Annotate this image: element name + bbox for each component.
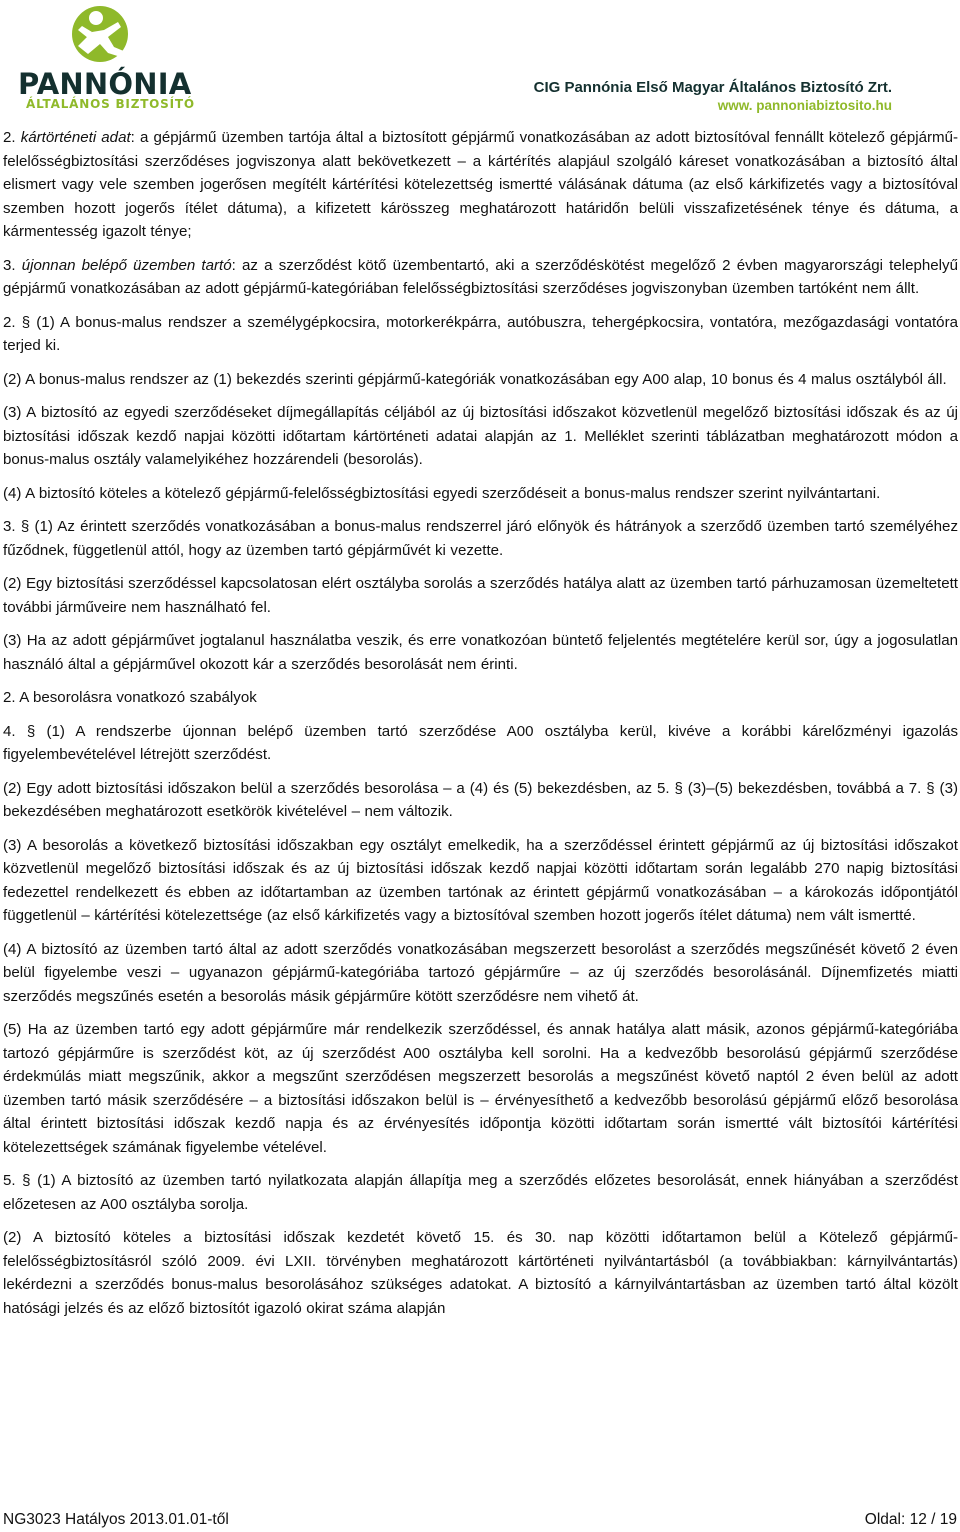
paragraph (3, 254, 958, 301)
paragraph-number: 2. (3, 129, 21, 146)
page-footer (3, 1510, 957, 1530)
paragraph: (3) Ha az adott gépjárművet jogtalanul használatba veszik, és erre vonatkozóan büntető feljelentés megtételére kerül sor, úgy a jogosulatlan használó által a gépjárművel okozott kár a szerződés besorolását nem érinti. (3, 632, 958, 673)
page-header (0, 0, 960, 120)
brand-name: PANNÓNIA (18, 67, 192, 101)
paragraph: (4) A biztosító köteles a kötelező gépjármű-felelősségbiztosítási egyedi szerződéseit a bonus-malus rendszer szerint nyilvántartani. (3, 484, 881, 502)
paragraph: (2) Egy adott biztosítási időszakon belül a szerződés besorolása – a (4) és (5) bekezdésben, az 5. § (3)–(5) bekezdésben, továbbá a 7. § (3) bekezdésében meghatározott esetkörök kivételével – nem változik. (3, 779, 958, 820)
paragraph: (2) A biztosító köteles a biztosítási időszak kezdetét követő 15. és 30. nap közötti időtartamon belül a Kötelező gépjármű-felelősségbiztosításról szóló 2009. évi LXII. törvényben meghatározott kártörténeti nyilvántartásból (a továbbiakban: kárnyilvántartás) lekérdezni a szerződés bonus-malus besorolásához szükséges adatokat. A biztosító a kárnyilvántartásban az üzemben tartó által közölt hatósági jelzés és az előző biztosítót igazoló okirat száma alapján (3, 1229, 958, 1317)
paragraph: (2) A bonus-malus rendszer az (1) bekezdés szerinti gépjármű-kategóriák vonatkozásában egy A00 alap, 10 bonus és 4 malus osztályból áll. (3, 370, 947, 388)
paragraph-text: : a gépjármű üzemben tartója által a biztosított gépjármű vonatkozásában az adott biztosítóval fennállt kötelező gépjármű-felelősségbiztosítási szerződéses jogviszonya alatt bekövetkezett – a kártérítés alapjául szolgáló káreset vonatkozásában a biztosító által elismert vagy vele szemben jogerősen megítélt kártérítési kötelezettség ismertté válásának dátuma (az első kárkifizetés vagy a biztosítóval szemben hozott jogerős ítélet dátuma), a kifizetett kárösszeg meghatározott határidőn belüli visszafizetésének ténye és dátuma, a kármentesség igazolt ténye; (3, 129, 958, 240)
defined-term: újonnan belépő üzemben tartó (21, 256, 232, 274)
paragraph-number: 3. (3, 256, 22, 274)
company-name: CIG Pannónia Első Magyar Általános Biztosító Zrt. (533, 79, 892, 96)
company-logo (8, 2, 208, 112)
brand-subtitle: ÁLTALÁNOS BIZTOSÍTÓ (26, 97, 195, 111)
paragraph: (3) A biztosító az egyedi szerződéseket díjmegállapítás céljából az új biztosítási időszakot közvetlenül megelőző biztosítási időszak és az új biztosítási időszak kezdő napjai közötti időtartam kártörténeti adatai alapján az 1. Melléklet szerinti táblázatban meghatározott módon a bonus-malus osztály valamelyikéhez hozzárendeli (besorolás). (3, 404, 958, 468)
paragraph: (4) A biztosító az üzemben tartó által az adott szerződés vonatkozásában megszerzett besorolást a szerződés megszűnését követő 2 éven belül figyelembe veszi – ugyanazon gépjármű-kategóriába tartozó gépjárműre – az új szerződés besorolásánál. Díjnemfizetés miatti szerződés megszűnés esetén a besorolás másik gépjárműre kötött szerződésre nem vihető át. (3, 940, 958, 1005)
defined-term: kártörténeti adat (20, 129, 131, 146)
website-link[interactable]: www. pannoniabiztosito.hu (717, 98, 892, 113)
paragraph: 2. § (1) A bonus-malus rendszer a személygépkocsira, motorkerékpárra, autóbuszra, tehergépkocsira, vontatóra, mezőgazdasági vontatóra terjed ki. (3, 313, 958, 354)
section-heading: 2. A besorolásra vonatkozó szabályok (3, 689, 257, 706)
running-figure-logo-icon (8, 2, 208, 72)
paragraph: 4. § (1) A rendszerbe újonnan belépő üzemben tartó szerződése A00 osztályba kerül, kivéve a korábbi kárelőzményi igazolás figyelembevételével létrejött szerződést. (3, 722, 958, 763)
paragraph: 5. § (1) A biztosító az üzemben tartó nyilatkozata alapján állapítja meg a szerződés előzetes besorolását, ennek hiányában a szerződést előzetesen az A00 osztályba sorolja. (3, 1172, 958, 1213)
paragraph: 3. § (1) Az érintett szerződés vonatkozásában a bonus-malus rendszerrel járó előnyök és hátrányok a szerződő üzemben tartó személyéhez fűződnek, függetlenül attól, hogy az üzemben tartó gépjárművét ki vezette. (3, 518, 958, 559)
paragraph: (2) Egy biztosítási szerződéssel kapcsolatosan elért osztályba sorolás a szerződés hatálya alatt az üzemben tartó párhuzamosan üzemeltetett további járműveire nem használható fel. (3, 575, 958, 616)
document-body (3, 126, 958, 1343)
document-code: NG3023 Hatályos 2013.01.01-től (3, 1511, 229, 1528)
company-info (534, 78, 892, 114)
paragraph (3, 126, 958, 244)
paragraph: (3) A besorolás a következő biztosítási időszakban egy osztályt emelkedik, ha a szerződéssel érintett gépjármű az új biztosítási időszakot közvetlenül megelőző biztosítási időszak és az új biztosítási időszak kezdő napjai közötti időtartam során legalább 270 napig biztosítási fedezettel rendelkezett és ebben az időtartamban az üzemben tartónak az érintett gépjármű vonatkozásában – a károkozás időpontjától függetlenül – kártérítési kötelezettsége (az első kárkifizetés vagy a biztosítóval szemben hozott jogerős ítélet dátuma) nem vált ismertté. (3, 836, 958, 924)
paragraph-text: : az a szerződést kötő üzembentartó, aki a szerződéskötést megelőző 2 évben magyarországi telephelyű gépjármű vonatkozásában az adott gépjármű-kategóriában felelősségbiztosítási szerződéses jogviszonyban üzemben tartóként nem állt. (3, 256, 958, 297)
page-number: Oldal: 12 / 19 (864, 1511, 957, 1528)
paragraph: (5) Ha az üzemben tartó egy adott gépjárműre már rendelkezik szerződéssel, és annak hatálya alatt másik, azonos gépjármű-kategóriába tartozó gépjárműre is szerződést köt, az új szerződést A00 osztályba kell sorolni. Ha a kedvezőbb besorolású gépjármű szerződése érdekmúlás miatt megszűnik, akkor a megszűnt szerződésen megszerzett besorolás a megszűnést követő naptól 2 éven belül az adott üzemben tartó másik szerződésére – a biztosítási időszakon belül is – érvényesíthető a kedvezőbb besorolású gépjármű előző besorolása által érintett biztosítási időszak kezdő napja és az érvényesítés időpontja közötti időtartam során ismertté vált biztosítói kártérítési kötelezettségek számának figyelembe vételével. (3, 1021, 958, 1156)
